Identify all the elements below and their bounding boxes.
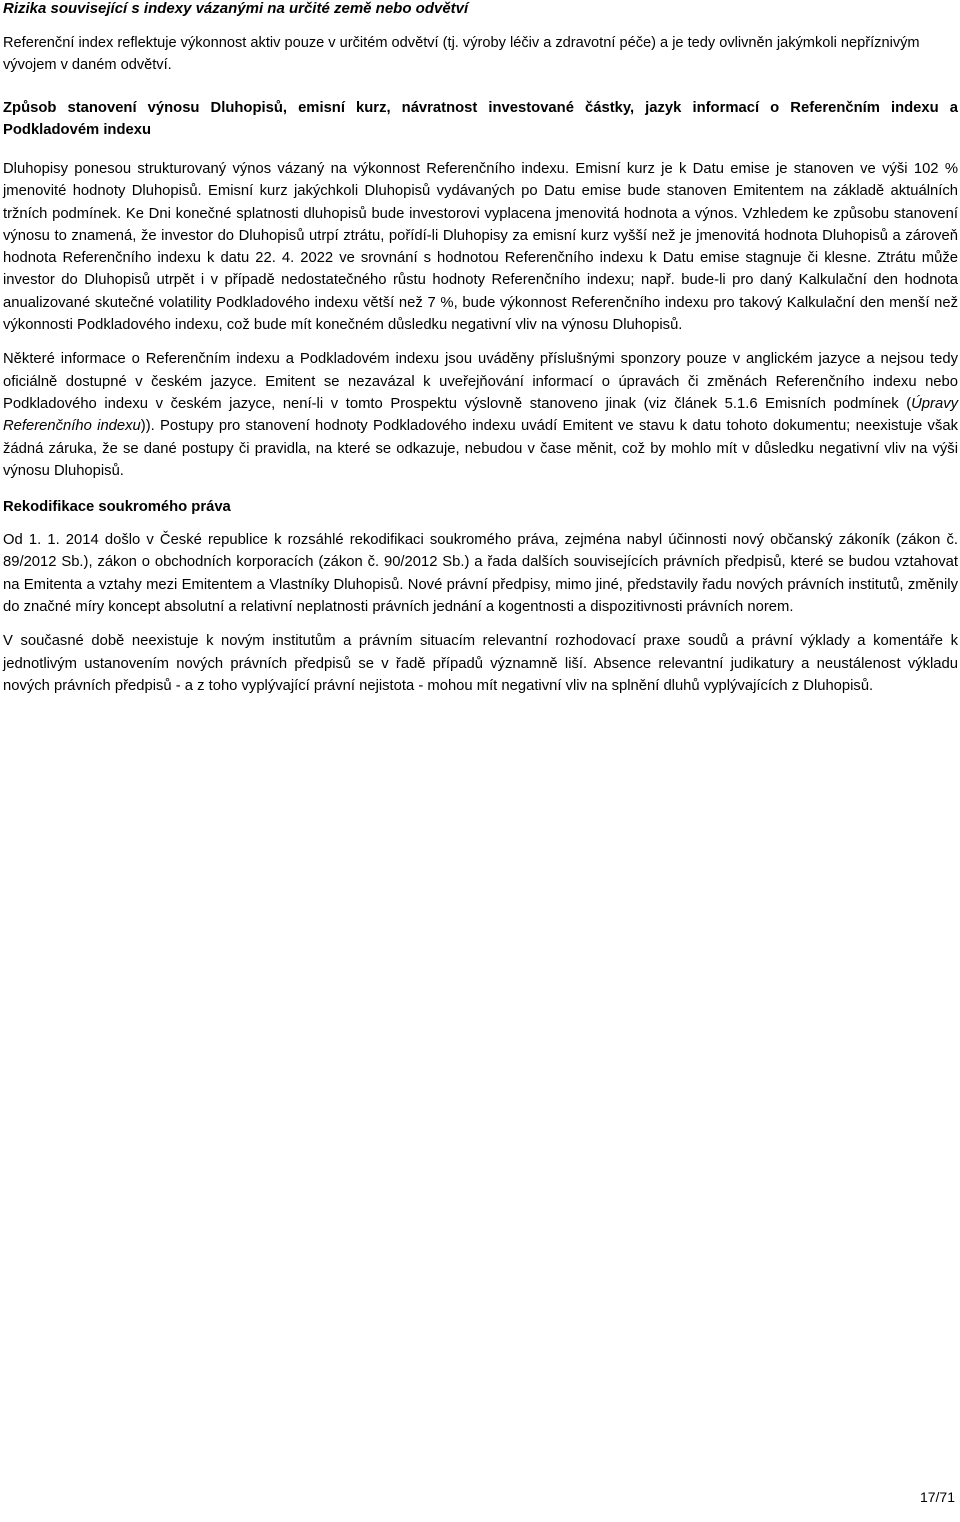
document-page — [3, 0, 958, 697]
page-number: 17/71 — [919, 1489, 955, 1505]
section-heading-yield-method: Způsob stanovení výnosu Dluhopisů, emisní kurz, návratnost investované částky, jazyk informací o Referenčním indexu a Podkladovém indexu — [3, 100, 958, 138]
language-info-text-start: Některé informace o Referenčním indexu a Podkladovém indexu jsou uváděny příslušnými sponzory pouze v anglickém jazyce a nejsou tedy oficiálně dostupné v českém jazyce. Emitent se nezavázal k uveřejňování informací o úpravách či změnách Referenčního indexu nebo Podkladového indexu v českém jazyce, není-li v tomto Prospektu výslovně stanoveno jinak (viz článek 5.1.6 Emisních podmínek ( — [3, 351, 958, 412]
language-info-text-end: )). Postupy pro stanovení hodnoty Podkladového indexu uvádí Emitent ve stavu k datu tohoto dokumentu; neexistuje však žádná záruka, že se dané postupy či pravidla, na které se odkazuje, nebudou v čase měnit, což by mohlo mít v důsledku negativní vliv na výši výnosu Dluhopisů. — [3, 418, 958, 479]
paragraph-recodification-2: V současné době neexistuje k novým institutům a právním situacím relevantní rozhodovací praxe soudů a právní výklady a komentáře k jednotlivým ustanovením nových právních předpisů se v řadě případů významně liší. Absence relevantní judikatury a neustálenost výkladu nových právních předpisů - a z toho vyplývající právní nejistota - mohou mít negativní vliv na splnění dluhů vyplývajících z Dluhopisů. — [3, 633, 958, 694]
paragraph-yield-method: Dluhopisy ponesou strukturovaný výnos vázaný na výkonnost Referenčního indexu. Emisní kurz je k Datu emise je stanoven ve výši 102 % jmenovité hodnoty Dluhopisů. Emisní kurz jakýchkoli Dluhopisů vydávaných po Datu emise bude stanoven Emitentem na základě aktuálních tržních podmínek. Ke Dni konečné splatnosti dluhopisů bude investorovi vyplacena jmenovitá hodnota a výnos. Vzhledem ke způsobu stanovení výnosu to znamená, že investor do Dluhopisů utrpí ztrátu, pořídí-li Dluhopisy za emisní kurz vyšší než je jmenovitá hodnota Dluhopisů a zároveň hodnota Referenčního indexu k datu 22. 4. 2022 ve srovnání s hodnotou Referenčního indexu k Datu emise stagnuje či klesne. Ztrátu může investor do Dluhopisů utrpět i v případě nedostatečného růstu hodnoty Referenčního indexu; např. bude-li pro daný Kalkulační den hodnota anualizované skutečné volatility Podkladového indexu větší než 7 %, bude výkonnost Referenčního indexu pro takový Kalkulační den menší než výkonnosti Podkladového indexu, což bude mít konečném důsledku negativní vliv na výnosu Dluhopisů. — [3, 161, 958, 334]
paragraph-index-risks: Referenční index reflektuje výkonnost aktiv pouze v určitém odvětví (tj. výroby léčiv a zdravotní péče) a je tedy ovlivněn jakýmkoli nepříznivým vývojem v daném odvětví. — [3, 35, 920, 73]
section-heading-recodification: Rekodifikace soukromého práva — [3, 499, 231, 516]
section-heading-index-risks: Rizika související s indexy vázanými na určité země nebo odvětví — [3, 0, 469, 17]
paragraph-language-info — [3, 348, 958, 482]
language-info-italic-reference: Úpravy Referenčního indexu — [3, 395, 958, 435]
paragraph-recodification-1: Od 1. 1. 2014 došlo v České republice k rozsáhlé rekodifikaci soukromého práva, zejména nabyl účinnosti nový občanský zákoník (zákon č. 89/2012 Sb.), zákon o obchodních korporacích (zákon č. 90/2012 Sb.) a řada dalších souvisejících právních předpisů, které se budou vztahovat na Emitenta a vztahy mezi Emitentem a Vlastníky Dluhopisů. Nové právní předpisy, mimo jiné, představily řadu nových právních institutů, změnily do značné míry koncept absolutní a relativní neplatnosti právních jednání a kogentnosti a dispozitivnosti právních norem. — [3, 532, 958, 616]
